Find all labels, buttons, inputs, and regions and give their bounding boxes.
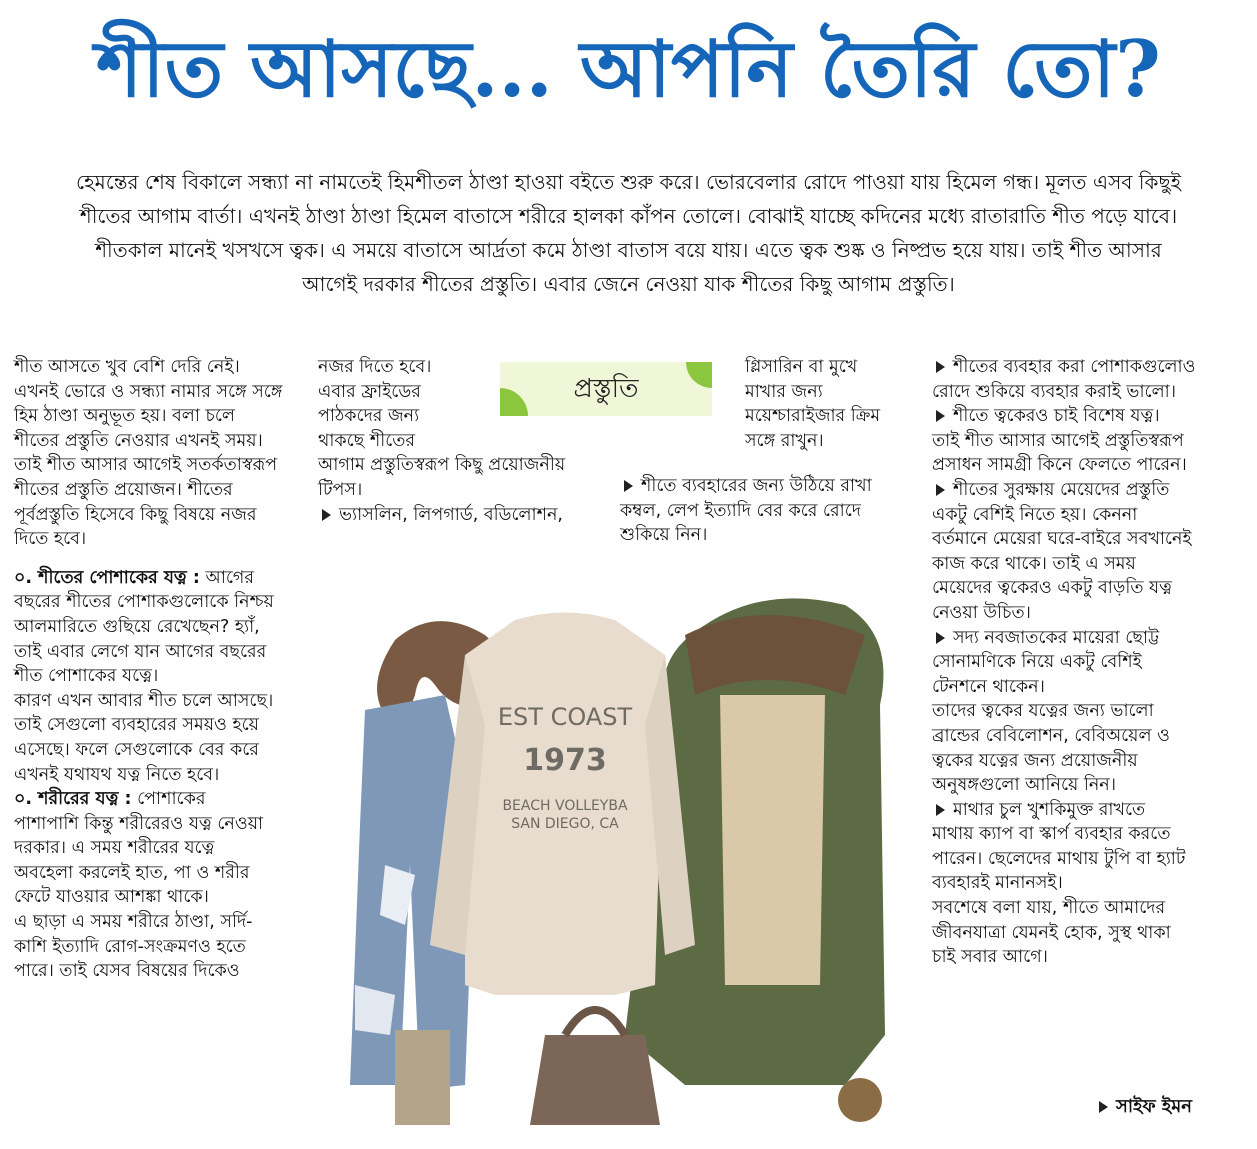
intro-line: হেমন্তের শেষ বিকালে সন্ধ্যা না নামতেই হিমশীতল ঠাণ্ডা হাওয়া বইতে শুরু করে। ভোরবেলার রোদে পাওয়া যায় হিমেল গন্ধ। মূলত এসব কিছুই bbox=[75, 170, 1182, 194]
text-line bbox=[932, 921, 1196, 946]
intro-line: আগেই দরকার শীতের প্রস্তুতি। এবার জেনে নেওয়া যাক শীতের কিছু আগাম প্রস্তুতি। bbox=[302, 272, 955, 296]
section-heading: ০. শীতের পোশাকের যত্ন : bbox=[14, 567, 200, 588]
text-line: কম্বল, লেপ ইত্যাদি বের করে রোদে bbox=[620, 500, 861, 521]
text-line bbox=[932, 798, 1196, 823]
text-line bbox=[932, 404, 1196, 429]
text-line: বছরের শীতের পোশাকগুলোকে নিশ্চয় bbox=[14, 592, 274, 613]
text-line: দরকার। এ সময় শরীরের যত্নে bbox=[14, 838, 215, 859]
text-fragment: একটু বেশিই নিতে হয়। কেননা bbox=[932, 504, 1138, 525]
text-fragment: আগের bbox=[205, 567, 254, 588]
text-fragment: রোদে শুকিয়ে ব্যবহার করাই ভালো। bbox=[932, 381, 1176, 402]
text-fragment: মাথার চুল খুশকিমুক্ত রাখতে bbox=[953, 799, 1146, 820]
text-line bbox=[932, 945, 1196, 970]
text-fragment: সোনামণিকে নিয়ে একটু বেশিই bbox=[932, 652, 1142, 673]
clothing-photo bbox=[325, 565, 930, 1125]
text-line bbox=[932, 552, 1196, 577]
text-line bbox=[932, 896, 1196, 921]
section-heading: ০. শরীরের যত্ন : bbox=[14, 789, 132, 810]
text-line bbox=[932, 724, 1196, 749]
text-line bbox=[932, 380, 1196, 405]
text-line bbox=[932, 429, 1196, 454]
text-fragment: তাই শীত আসার আগেই প্রস্তুতিস্বরূপ bbox=[932, 430, 1184, 451]
text-line bbox=[932, 650, 1196, 675]
text-fragment: পোশাকের bbox=[137, 789, 206, 810]
text-line: ফেটে যাওয়ার আশঙ্কা থাকে। bbox=[14, 887, 209, 908]
text-line: এবার ফ্রাইডের bbox=[318, 381, 421, 402]
bullet-icon bbox=[624, 480, 633, 492]
text-line bbox=[932, 749, 1196, 774]
text-line: পূর্বপ্রস্তুতি হিসেবে কিছু বিষয়ে নজর bbox=[14, 504, 257, 525]
text-line: কাশি ইত্যাদি রোগ-সংক্রমণও হতে bbox=[14, 936, 246, 957]
text-line: দিতে হবে। bbox=[14, 529, 87, 550]
text-line bbox=[932, 503, 1196, 528]
sweatshirt-print: SAN DIEGO, CA bbox=[511, 816, 619, 832]
text-fragment: ত্বকের যত্নের জন্য প্রয়োজনীয় bbox=[932, 750, 1138, 771]
text-line: ময়েশ্চারাইজার ক্রিম bbox=[745, 406, 881, 427]
text-fragment: পারেন। ছেলেদের মাথায় টুপি বা হ্যাট bbox=[932, 848, 1186, 869]
text-fragment: ভ্যাসলিন, লিপগার্ড, বডিলোশন, bbox=[339, 504, 563, 525]
text-line: থাকছে শীতের bbox=[318, 430, 415, 451]
text-line bbox=[932, 576, 1196, 601]
text-line: সঙ্গে রাখুন। bbox=[745, 430, 824, 451]
text-line: তাই সেগুলো ব্যবহারের সময়ও হয়ে bbox=[14, 715, 259, 736]
text-fragment: টেনশনে থাকেন। bbox=[932, 676, 1045, 697]
text-line bbox=[932, 453, 1196, 478]
text-fragment: অনুষঙ্গগুলো আনিয়ে নিন। bbox=[932, 775, 1117, 796]
text-line bbox=[932, 871, 1196, 896]
text-fragment: প্রসাধন সামগ্রী কিনে ফেলতে পারেন। bbox=[932, 455, 1187, 476]
bullet-icon bbox=[322, 509, 331, 521]
text-line: শীত পোশাকের যত্নে। bbox=[14, 666, 159, 687]
text-line: শীতের প্রস্তুতি প্রয়োজন। শীতের bbox=[14, 479, 233, 500]
bullet-icon bbox=[1099, 1101, 1108, 1113]
sweatshirt-print: 1973 bbox=[523, 743, 607, 778]
bullet-icon bbox=[936, 361, 945, 373]
sweatshirt-print: EST COAST bbox=[497, 703, 633, 731]
text-line bbox=[932, 626, 1196, 651]
text-line bbox=[932, 773, 1196, 798]
text-line: আলমারিতে গুছিয়ে রেখেছেন? হ্যাঁ, bbox=[14, 616, 260, 637]
text-fragment: শীতে ব্যবহারের জন্য উঠিয়ে রাখা bbox=[641, 476, 872, 496]
text-fragment: ব্যবহারই মানানসই। bbox=[932, 873, 1063, 894]
text-fragment: ব্রান্ডের বেবিলোশন, বেবিঅয়েল ও bbox=[932, 725, 1170, 746]
column-4 bbox=[932, 355, 1196, 970]
text-fragment: মেয়েদের ত্বকেরও একটু বাড়তি যত্ন bbox=[932, 578, 1172, 599]
text-line: এখনই ভোরে ও সন্ধ্যা নামার সঙ্গে সঙ্গে bbox=[14, 381, 283, 402]
text-line: এখনই যথাযথ যত্ন নিতে হবে। bbox=[14, 764, 220, 785]
bullet-icon bbox=[936, 804, 945, 816]
text-line: টিপস। bbox=[318, 479, 363, 500]
text-line bbox=[14, 787, 282, 812]
text-line: শুকিয়ে নিন। bbox=[620, 525, 708, 546]
text-line bbox=[932, 675, 1196, 700]
text-line: হিম ঠাণ্ডা অনুভূত হয়। বলা চলে bbox=[14, 406, 235, 427]
text-line bbox=[932, 478, 1196, 503]
text-fragment: নেওয়া উচিত। bbox=[932, 602, 1031, 623]
byline bbox=[1095, 1092, 1192, 1123]
text-line: তাই শীত আসার আগেই সতর্কতাস্বরূপ bbox=[14, 455, 278, 476]
text-line: তাই এবার লেগে যান আগের বছরের bbox=[14, 641, 267, 662]
text-line bbox=[932, 527, 1196, 552]
intro-line: শীতকাল মানেই খসখসে ত্বক। এ সময়ে বাতাসে আর্দ্রতা কমে ঠাণ্ডা বাতাস বয়ে যায়। এতে ত্বক শুষ্ক ও নিষ্প্রভ হয়ে যায়। তাই শীত আসার bbox=[95, 238, 1162, 262]
text-line bbox=[932, 699, 1196, 724]
text-line: অবহেলা করলেই হাত, পা ও শরীর bbox=[14, 862, 250, 883]
sweatshirt-print: BEACH VOLLEYBA bbox=[502, 798, 628, 814]
text-fragment: সবশেষে বলা যায়, শীতে আমাদের bbox=[932, 898, 1166, 919]
section-label-box bbox=[500, 362, 712, 416]
text-line: নজর দিতে হবে। bbox=[318, 357, 432, 377]
bullet-icon bbox=[936, 410, 945, 422]
text-fragment: শীতের সুরক্ষায় মেয়েদের প্রস্তুতি bbox=[953, 479, 1170, 500]
section-label: প্রস্তুতি bbox=[573, 374, 639, 404]
text-line bbox=[932, 601, 1196, 626]
intro-paragraph bbox=[20, 165, 1237, 301]
text-line bbox=[932, 847, 1196, 872]
text-line bbox=[620, 474, 872, 499]
text-line: গ্লিসারিন বা মুখে bbox=[745, 357, 858, 377]
text-fragment: তাদের ত্বকের যত্নের জন্য ভালো bbox=[932, 701, 1154, 722]
column-3 bbox=[745, 355, 880, 453]
text-line: শীত আসতে খুব বেশি দেরি নেই। bbox=[14, 357, 240, 377]
column-3-bullet bbox=[620, 474, 872, 548]
text-line bbox=[14, 566, 282, 591]
text-line bbox=[318, 503, 565, 528]
text-line: শীতের প্রস্তুতি নেওয়ার এখনই সময়। bbox=[14, 430, 263, 451]
text-fragment: জীবনযাত্রা যেমনই হোক, সুস্থ থাকা bbox=[932, 922, 1171, 943]
text-line: মাখার জন্য bbox=[745, 381, 823, 402]
text-line: পাঠকদের জন্য bbox=[318, 406, 420, 427]
text-line: এ ছাড়া এ সময় শরীরে ঠাণ্ডা, সর্দি- bbox=[14, 912, 253, 933]
text-line: এসেছে। ফলে সেগুলোকে বের করে bbox=[14, 739, 259, 760]
text-fragment: চাই সবার আগে। bbox=[932, 947, 1048, 968]
text-line: পারে। তাই যেসব বিষয়ের দিকেও bbox=[14, 961, 240, 982]
text-fragment: সদ্য নবজাতকের মায়েরা ছোট্ট bbox=[953, 627, 1160, 648]
bullet-icon bbox=[936, 484, 945, 496]
text-line: পাশাপাশি কিন্তু শরীরেরও যত্ন নেওয়া bbox=[14, 813, 264, 834]
intro-line: শীতের আগাম বার্তা। এখনই ঠাণ্ডা ঠাণ্ডা হিমেল বাতাসে শরীরে হালকা কাঁপন তোলে। বোঝাই যাচ্ছে কদিনের মধ্যে রাতারাতি শীত পড়ে যাবে। bbox=[79, 204, 1178, 228]
text-fragment: শীতে ত্বকেরও চাই বিশেষ যত্ন। bbox=[953, 406, 1160, 427]
text-fragment: শীতের ব্যবহার করা পোশাকগুলোও bbox=[953, 357, 1196, 377]
text-fragment: বর্তমানে মেয়েরা ঘরে-বাইরে সবখানেই bbox=[932, 529, 1192, 550]
text-fragment: কাজ করে থাকে। তাই এ সময় bbox=[932, 553, 1136, 574]
text-line bbox=[932, 355, 1196, 380]
text-fragment: মাথায় ক্যাপ বা স্কার্প ব্যবহার করতে bbox=[932, 824, 1171, 845]
clothing-illustration bbox=[325, 565, 930, 1125]
author-name: সাইফ ইমন bbox=[1116, 1096, 1192, 1117]
text-line: কারণ এখন আবার শীত চলে আসছে। bbox=[14, 690, 274, 711]
bullet-icon bbox=[936, 632, 945, 644]
column-1 bbox=[14, 355, 282, 984]
text-line bbox=[932, 822, 1196, 847]
text-line: আগাম প্রস্তুতিস্বরূপ কিছু প্রয়োজনীয় bbox=[318, 455, 566, 476]
headline: শীত আসছে... আপনি তৈরি তো? bbox=[96, 24, 1161, 115]
